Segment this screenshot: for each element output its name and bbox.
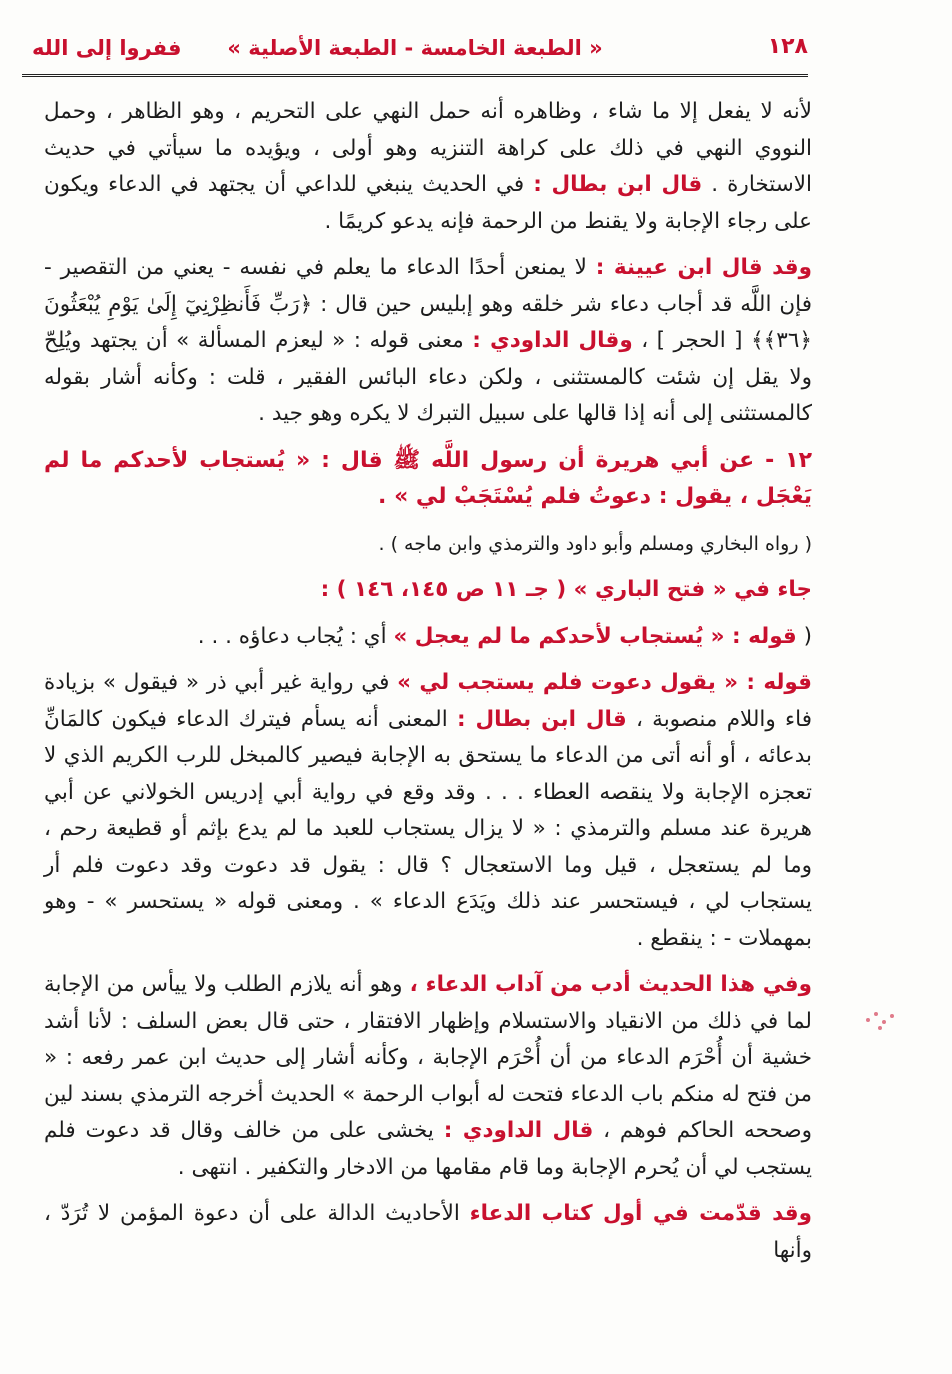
paragraph-text: أي : يُجاب دعاؤه . . . — [197, 623, 387, 649]
ink-speck-decoration — [862, 1008, 902, 1034]
paragraph-ibn-uyaynah — [44, 250, 812, 433]
paragraph-text: في رواية غير أبي ذر « فيقول » بزيادة فاء واللام منصوبة ، — [44, 670, 812, 732]
paragraph-text: الأحاديث الدالة على أن دعوة المؤمن لا تُرَدّ ، وأنها — [44, 1201, 812, 1263]
speaker-label: قال الداودي : — [443, 1118, 594, 1143]
edition-label: « الطبعة الخامسة - الطبعة الأصلية » — [227, 36, 603, 60]
quoted-phrase: قوله : « يُستجاب لأحدكم ما لم يعجل » — [393, 623, 797, 649]
hadith-text: ١٢ - عن أبي هريرة أن رسول اللَّه ﷺ قال : « يُستجاب لأحدكم ما لم يَعْجَل ، يقول : دعوتُ فلم يُسْتَجَبْ لي » . — [44, 447, 812, 509]
paragraph-text: لأنه لا يفعل إلا ما شاء ، وظاهره أنه حمل النهي على التحريم ، وهو الظاهر ، وحمل النووي النهي في ذلك على كراهة التنزيه وهو أولى ، ويؤيده ما سيأتي في حديث الاستخارة . — [44, 99, 812, 197]
quoted-phrase: قوله : « يقول دعوت فلم يستجب لي » — [397, 670, 812, 695]
hadith-source: ( رواه البخاري ومسلم وأبو داود والترمذي وابن ماجه ) . — [378, 532, 812, 555]
section-lead: وقد قدّمت في أول كتاب الدعاء — [469, 1201, 812, 1226]
paragraph-text: لا يمنعن أحدًا الدعاء ما يعلم في نفسه - يعني من التقصير - فإن اللَّه قد أجاب دعاء شر خلقه وهو إبليس حين قال : — [44, 255, 812, 317]
paragraph-text: معنى قوله : « ليعزم المسألة » أن يجتهد ويُلِحّ ولا يقل إن شئت كالمستثنى ، ولكن دعاء البائس الفقير ، قلت : وكأنه أشار بقوله كالمستثنى إلى أنه إذا قالها على سبيل التبرك لا يكره وهو جيد . — [44, 328, 812, 426]
page-number: ١٢٨ — [767, 34, 808, 59]
page-body — [44, 94, 812, 1279]
surah-reference: [ الحجر ] ، — [641, 328, 743, 353]
speaker-label: وقال الداودي : — [472, 328, 633, 353]
paragraph-text: يخشى على من خالف وقال قد دعوت فلم يستجب لي أن يُحرم الإجابة وما قام مقامها من الادخار والتكفير . انتهى . — [44, 1118, 812, 1180]
speaker-label: وقد قال ابن عيينة : — [595, 255, 812, 280]
running-title: ففروا إلى الله — [32, 36, 182, 60]
speaker-label: قال ابن بطال : — [533, 172, 703, 197]
speaker-label: قال ابن بطال : — [456, 706, 627, 732]
fath-al-bari-heading: جاء في « فتح الباري » ( جـ ١١ ص ١٤٥، ١٤٦ ) : — [320, 577, 812, 602]
paragraph-text: المعنى أنه يسأم فيترك الدعاء فيكون كالمَانِّ بدعائه ، أو أنه أتى من الدعاء ما يستحق به الإجابة فيصير كالمبخل للرب الكريم الذي لا تعجزه الإجابة ولا ينقصه العطاء . . . وقد وقع في رواية أبي إدريس الخولاني عن أبي هريرة عند مسلم والترمذي : « لا يزال يستجاب للعبد ما لم يدع بإثم أو قطيعة رحم ، وما لم يستعجل ، قيل وما الاستعجال ؟ قال : يقول قد دعوت وقد دعوت فلم أر يستجاب لي ، فيستحسر عند ذلك ويَدَع الدعاء » . ومعنى قوله « يستحسر » - وهو بمهملات - : ينقطع . — [44, 706, 812, 951]
paragraph-text: وهو أنه يلازم الطلب ولا ييأس من الإجابة لما في ذلك من الانقياد والاستسلام وإظهار الافتقار ، حتى قال بعض السلف : لأنا أشد خشية أن أُحْرَم الدعاء من أن أُحْرَم الإجابة ، وكأنه أشار إلى حديث ابن عمر رفعه : « من فتح له منكم باب الدعاء فتحت له أبواب الرحمة » الحديث أخرجه الترمذي بسند لين وصححه الحاكم فوهم ، — [44, 972, 812, 1143]
paragraph-adab — [44, 967, 812, 1186]
commentary-paragraph — [44, 665, 812, 957]
quran-verse: ﴿رَبِّ فَأَنظِرْنِيٓ إِلَىٰ يَوْمِ يُبْعَثُونَ ﴿٣٦﴾﴾ — [44, 291, 812, 353]
open-paren: ( — [803, 623, 812, 649]
page-header — [22, 30, 808, 77]
paragraph-last — [44, 1196, 812, 1269]
paragraph-text: في الحديث ينبغي للداعي أن يجتهد في الدعاء ويكون على رجاء الإجابة ولا يقنط من الرحمة فإنه يدعو كريمًا . — [44, 172, 812, 234]
commentary-line-1 — [44, 619, 812, 656]
section-lead: وفي هذا الحديث أدب من آداب الدعاء ، — [409, 972, 812, 997]
paragraph-intro — [44, 94, 812, 240]
